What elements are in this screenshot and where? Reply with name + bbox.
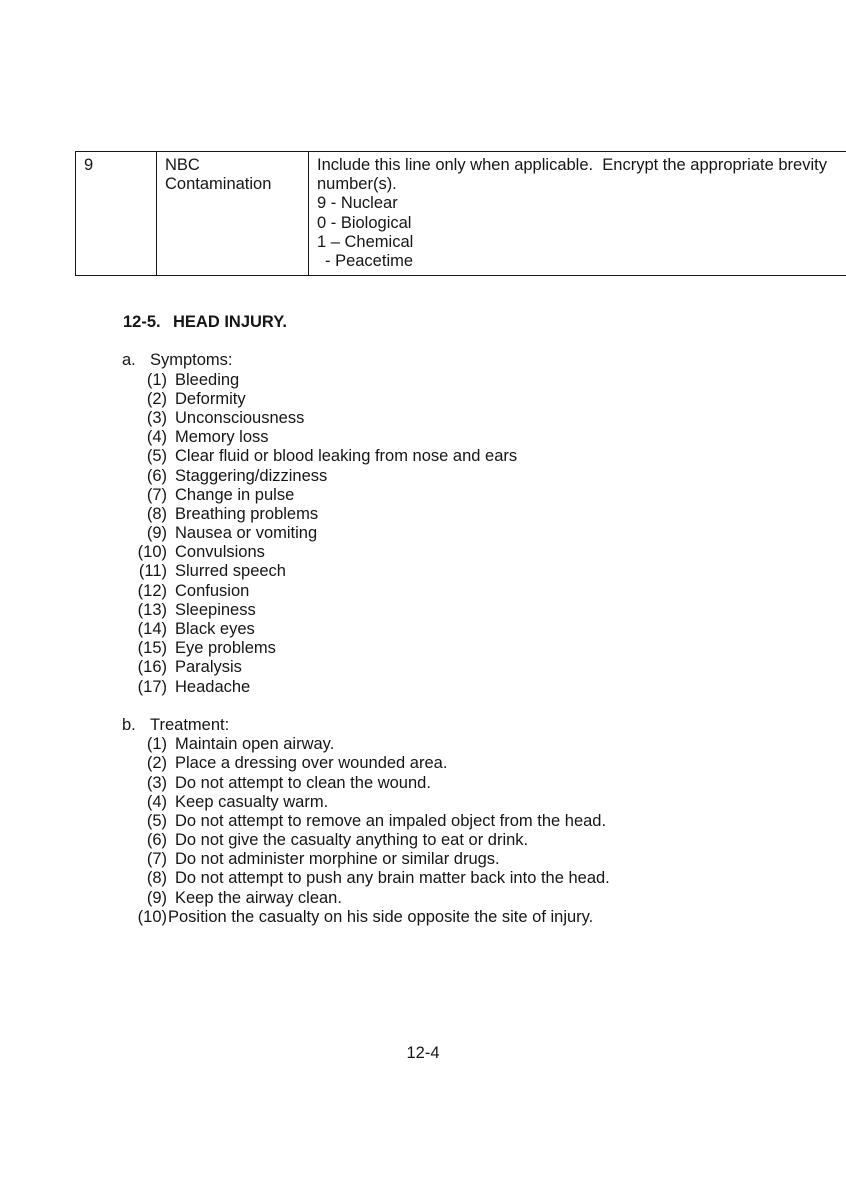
item-number: (3)	[146, 773, 167, 792]
item-text: Keep casualty warm.	[175, 792, 329, 811]
item-text: Maintain open airway.	[175, 735, 335, 754]
symptom-item	[0, 371, 846, 390]
symptom-item	[0, 409, 846, 428]
treatment-item	[0, 735, 846, 754]
item-number: (9)	[146, 888, 167, 907]
table-cell-name	[157, 152, 309, 276]
treatment-item	[0, 793, 846, 812]
brevity-code: 9	[84, 156, 94, 174]
item-number: (4)	[146, 428, 167, 447]
item-text: Change in pulse	[175, 485, 295, 504]
item-text: Convulsions	[175, 543, 265, 562]
list-label: Symptoms:	[150, 351, 233, 370]
item-number: (4)	[146, 792, 167, 811]
line-item-name: NBC Contamination	[165, 156, 272, 194]
item-text: Headache	[175, 677, 251, 696]
symptom-item	[0, 486, 846, 505]
symptom-item	[0, 543, 846, 562]
item-text: Staggering/dizziness	[175, 466, 328, 485]
symptom-item	[0, 620, 846, 639]
symptom-item	[0, 467, 846, 486]
section-number: 12-5.	[123, 313, 161, 331]
item-number: (7)	[146, 485, 167, 504]
symptom-item	[0, 601, 846, 620]
item-number: (17)	[137, 677, 167, 696]
treatment-item	[0, 831, 846, 850]
description-line: - Peacetime	[325, 252, 414, 271]
treatment-header	[0, 716, 846, 735]
blank-line	[0, 332, 846, 351]
list-marker: a.	[122, 351, 136, 370]
item-text: Clear fluid or blood leaking from nose and ears	[175, 447, 518, 466]
description-line: Include this line only when applicable. Encrypt the appropriate brevity	[317, 156, 827, 174]
item-text: Breathing problems	[175, 504, 319, 523]
item-text: Black eyes	[175, 620, 255, 638]
symptom-item	[0, 678, 846, 697]
page-number: 12-4	[406, 1044, 440, 1062]
section-title: HEAD INJURY.	[173, 313, 287, 331]
item-number: (6)	[146, 831, 167, 850]
treatment-item	[0, 850, 846, 869]
item-number: (16)	[137, 658, 167, 677]
treatment-item	[0, 812, 846, 831]
item-text: Do not attempt to push any brain matter back into the head.	[175, 869, 610, 888]
item-text: Nausea or vomiting	[175, 524, 318, 543]
item-text: Unconsciousness	[175, 408, 305, 427]
item-text: Sleepiness	[175, 600, 256, 619]
item-text: Memory loss	[175, 428, 269, 447]
item-text: Do not administer morphine or similar drugs.	[175, 850, 500, 869]
item-text: Deformity	[175, 389, 246, 408]
item-number: (5)	[146, 447, 167, 466]
item-number: (15)	[137, 639, 167, 658]
symptom-item	[0, 390, 846, 409]
description-line: number(s).	[317, 175, 397, 194]
item-text: Slurred speech	[175, 562, 286, 581]
item-number: (12)	[137, 581, 167, 600]
treatment-item	[0, 908, 846, 927]
symptom-item	[0, 524, 846, 543]
item-number: (11)	[138, 562, 167, 581]
symptom-item	[0, 562, 846, 581]
item-number: (8)	[146, 504, 167, 523]
treatment-item	[0, 774, 846, 793]
item-number: (10)	[137, 543, 167, 562]
item-number: (14)	[137, 620, 167, 638]
treatment-item	[0, 889, 846, 908]
item-text: Position the casualty on his side opposite the site of injury.	[168, 907, 594, 926]
symptom-item	[0, 582, 846, 601]
section-heading	[0, 313, 846, 332]
list-marker: b.	[122, 715, 136, 734]
item-number: (9)	[146, 524, 167, 543]
item-number: (1)	[146, 735, 167, 754]
item-text: Paralysis	[175, 658, 242, 677]
description-line: 1 – Chemical	[317, 232, 414, 251]
item-number: (2)	[146, 389, 167, 408]
symptom-item	[0, 658, 846, 677]
item-text: Do not attempt to clean the wound.	[175, 773, 431, 792]
item-text: Bleeding	[175, 370, 240, 389]
item-text: Confusion	[175, 581, 250, 600]
item-number: (8)	[146, 869, 167, 888]
symptom-item	[0, 639, 846, 658]
item-text: Place a dressing over wounded area.	[175, 754, 448, 773]
list-label: Treatment:	[150, 715, 230, 734]
item-number: (5)	[146, 811, 167, 830]
table-cell-code	[76, 152, 157, 276]
item-number: (1)	[146, 370, 167, 389]
blank-line	[0, 697, 846, 716]
page-body	[0, 313, 846, 927]
item-number: (7)	[146, 850, 167, 869]
brevity-code-table	[75, 151, 846, 276]
treatment-item	[0, 754, 846, 773]
item-number: (13)	[137, 600, 167, 619]
item-number: (6)	[146, 466, 167, 485]
item-number: (10)	[137, 907, 167, 926]
table-cell-description	[309, 152, 846, 276]
symptom-item	[0, 447, 846, 466]
symptom-item	[0, 428, 846, 447]
table-row	[76, 152, 846, 276]
treatment-item	[0, 869, 846, 888]
description-line: 0 - Biological	[317, 213, 412, 232]
item-text: Do not give the casualty anything to eat or drink.	[175, 831, 529, 850]
item-text: Keep the airway clean.	[175, 888, 342, 907]
symptoms-header	[0, 351, 846, 370]
description-line: 9 - Nuclear	[317, 194, 398, 213]
symptom-item	[0, 505, 846, 524]
item-number: (2)	[146, 754, 167, 773]
item-number: (3)	[146, 408, 167, 427]
item-text: Do not attempt to remove an impaled object from the head.	[175, 811, 607, 830]
item-text: Eye problems	[175, 639, 276, 658]
